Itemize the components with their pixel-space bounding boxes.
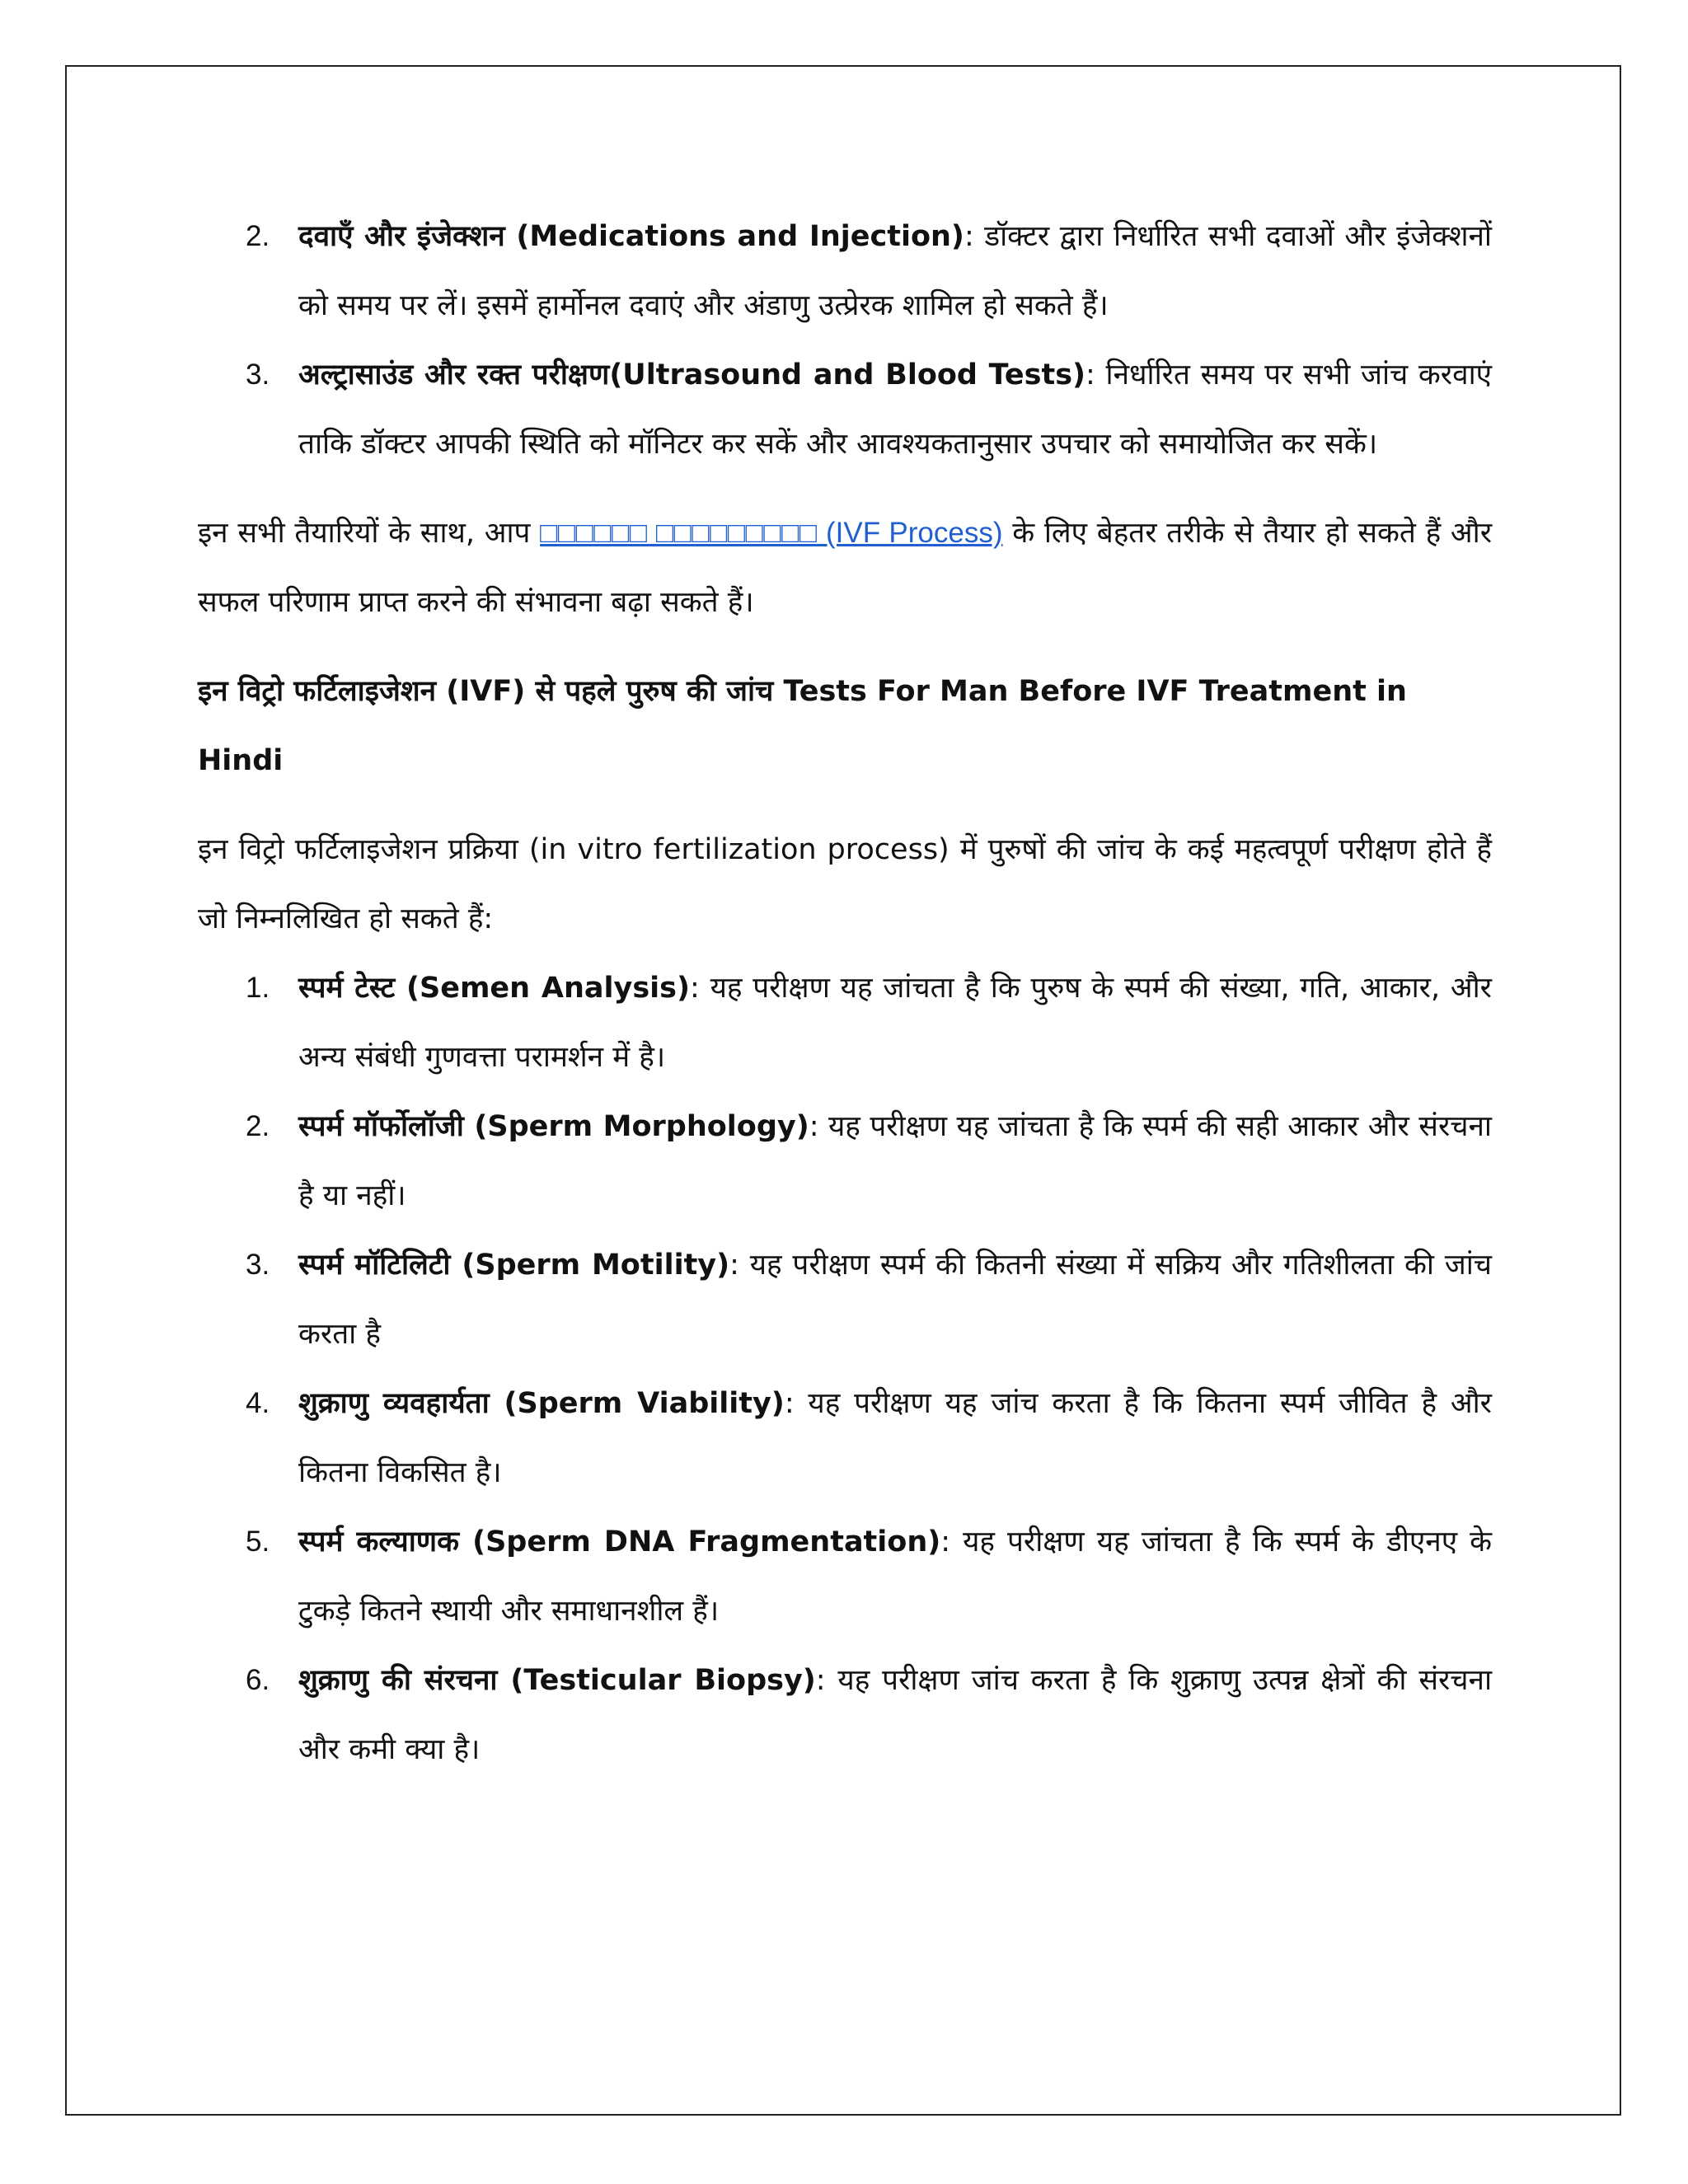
- list-number: 2.: [246, 220, 270, 252]
- list-term: शुक्राणु व्यवहार्यता (Sperm Viability): [298, 1387, 785, 1420]
- list-item: [198, 1230, 1492, 1369]
- list-item: [198, 1369, 1492, 1507]
- list-term: स्पर्म मॉटिलिटी (Sperm Motility): [298, 1249, 730, 1282]
- list-item: [198, 1507, 1492, 1646]
- list-number: 6.: [246, 1664, 270, 1696]
- list-text: : यह परीक्षण यह जांचता है कि पुरुष के स्पर्म की संख्या, गति, आकार, और अन्य संबंधी गुणवत्ता परामर्शन में है।: [298, 972, 1492, 1074]
- list-number: 5.: [246, 1526, 270, 1558]
- list-text: : यह परीक्षण यह जांच करता है कि कितना स्पर्म जीवित है और कितना विकसित है।: [298, 1387, 1492, 1489]
- list-text: : यह परीक्षण जांच करता है कि शुक्राणु उत्पन्न क्षेत्रों की संरचना और कमी क्या है।: [298, 1664, 1493, 1766]
- list-number: 3.: [246, 1249, 270, 1281]
- list-number: 2.: [246, 1110, 270, 1142]
- list-text: : यह परीक्षण स्पर्म की कितनी संख्या में सक्रिय और गतिशीलता की जांच करता है: [298, 1249, 1493, 1351]
- list-term: शुक्राणु की संरचना (Testicular Biopsy): [298, 1664, 816, 1697]
- ivf-process-link[interactable]: □□□□□□ □□□□□□□□□ (IVF Process): [540, 517, 1003, 549]
- list-item: [198, 202, 1492, 340]
- list-text: : यह परीक्षण यह जांचता है कि स्पर्म के डीएनए के टुकड़े कितने स्थायी और समाधानशील हैं।: [298, 1526, 1492, 1628]
- list-item: [198, 954, 1492, 1092]
- list-term: स्पर्म मॉर्फोलॉजी (Sperm Morphology): [298, 1110, 809, 1143]
- list-term: दवाएँ और इंजेक्शन (Medications and Injection): [298, 220, 964, 253]
- list-term: अल्ट्रासाउंड और रक्त परीक्षण(Ultrasound and Blood Tests): [298, 359, 1086, 391]
- list-text: : यह परीक्षण यह जांचता है कि स्पर्म की सही आकार और संरचना है या नहीं।: [298, 1110, 1492, 1212]
- list-number: 1.: [246, 972, 270, 1004]
- list-item: [198, 1092, 1492, 1230]
- paragraph-text: इन सभी तैयारियों के साथ, आप: [198, 517, 541, 550]
- section-heading: इन विट्रो फर्टिलाइजेशन (IVF) से पहले पुरुष की जांच Tests For Man Before IVF Treatment in Hindi: [198, 675, 1407, 777]
- list-item: [198, 340, 1492, 479]
- list-text: : डॉक्टर द्वारा निर्धारित सभी दवाओं और इंजेक्शनों को समय पर लें। इसमें हार्मोनल दवाएं और अंडाणु उत्प्रेरक शामिल हो सकते हैं।: [298, 220, 1492, 322]
- list-term: स्पर्म कल्याणक (Sperm DNA Fragmentation): [298, 1526, 941, 1558]
- paragraph-text: के लिए बेहतर तरीके से तैयार हो सकते हैं और सफल परिणाम प्राप्त करने की संभावना बढ़ा सकते हैं।: [198, 517, 1493, 619]
- list-term: स्पर्म टेस्ट (Semen Analysis): [298, 972, 690, 1005]
- list-item: [198, 1646, 1492, 1784]
- paragraph-preparation: [198, 499, 1492, 637]
- list-number: 3.: [246, 359, 270, 391]
- document-body: [198, 202, 1492, 1784]
- list-text: : निर्धारित समय पर सभी जांच करवाएं ताकि डॉक्टर आपकी स्थिति को मॉनिटर कर सकें और आवश्यकतानुसार उपचार को समायोजित कर सकें।: [298, 359, 1492, 461]
- paragraph-intro: इन विट्रो फर्टिलाइजेशन प्रक्रिया (in vitro fertilization process) में पुरुषों की जांच के कई महत्वपूर्ण परीक्षण होते हैं जो निम्नलिखित हो सकते हैं:: [198, 833, 1492, 935]
- list-number: 4.: [246, 1387, 270, 1419]
